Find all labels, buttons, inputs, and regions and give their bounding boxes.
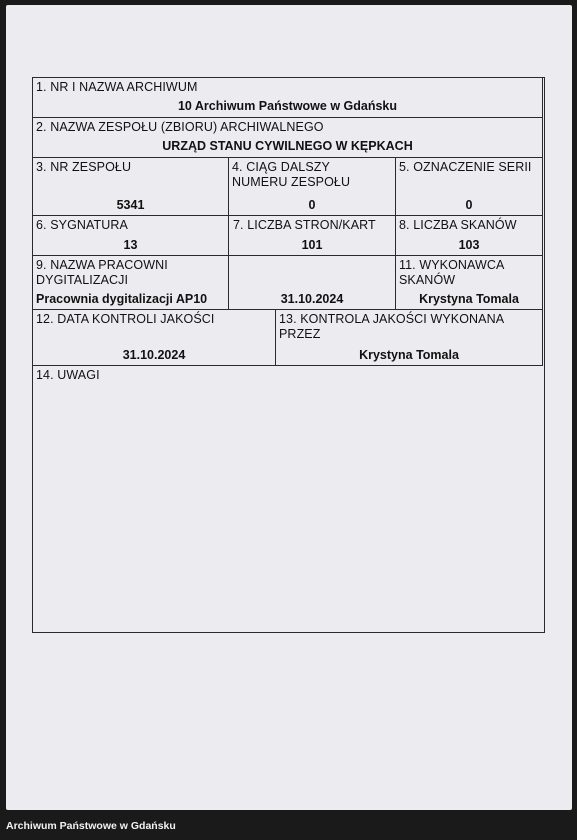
field-series-value: 0 [465, 198, 473, 212]
field-qc-performer-value: Krystyna Tomala [359, 348, 459, 362]
field-collection-number [33, 158, 229, 216]
field-signature [33, 216, 229, 256]
archive-footer: Archiwum Państwowe w Gdańsku [6, 820, 176, 832]
field-collection-name-label: 2. NAZWA ZESPOŁU (ZBIORU) ARCHIWALNEGO [36, 120, 324, 134]
field-scan-count [396, 216, 543, 256]
field-collection-continuation [229, 158, 396, 216]
field-collection-number-label: 3. NR ZESPOŁU [36, 160, 132, 174]
field-qc-date-value: 31.10.2024 [122, 348, 186, 362]
field-collection-continuation-label-1: 4. CIĄG DALSZY [232, 160, 330, 174]
field-digitization-date [229, 256, 396, 310]
field-signature-label: 6. SYGNATURA [36, 218, 128, 232]
field-digitization-lab-label [36, 258, 168, 288]
field-archive-value: 10 Archiwum Państwowe w Gdańsku [177, 99, 398, 113]
field-qc-performer [276, 310, 543, 366]
field-digitization-lab-value: Pracownia dygitalizacji AP10 [36, 292, 208, 306]
field-qc-performer-label-1: 13. KONTROLA JAKOŚCI WYKONANA [279, 312, 505, 326]
field-series [396, 158, 543, 216]
field-scan-operator-label-2: SKANÓW [399, 273, 456, 287]
field-scan-operator-label [399, 258, 504, 288]
field-scan-count-value: 103 [458, 238, 480, 252]
field-qc-performer-label [279, 312, 504, 342]
field-collection-name [33, 118, 543, 158]
field-scan-count-label: 8. LICZBA SKANÓW [399, 218, 517, 232]
field-collection-continuation-label [232, 160, 350, 190]
field-digitization-lab [33, 256, 229, 310]
field-scan-operator-value: Krystyna Tomala [419, 292, 519, 306]
field-qc-date [33, 310, 276, 366]
field-remarks-label: 14. UWAGI [36, 368, 100, 382]
metadata-form [32, 77, 545, 633]
field-scan-operator [396, 256, 543, 310]
field-page-count-value: 101 [301, 238, 323, 252]
field-collection-continuation-label-2: NUMERU ZESPOŁU [232, 175, 351, 189]
field-qc-performer-label-2: PRZEZ [279, 327, 321, 341]
field-qc-date-label: 12. DATA KONTROLI JAKOŚCI [36, 312, 215, 326]
document-page [6, 5, 572, 810]
field-page-count-label: 7. LICZBA STRON/KART [233, 218, 376, 232]
field-scan-operator-label-1: 11. WYKONAWCA [399, 258, 505, 272]
field-collection-number-value: 5341 [116, 198, 145, 212]
field-page-count [229, 216, 396, 256]
field-archive-label: 1. NR I NAZWA ARCHIWUM [36, 80, 198, 94]
field-collection-continuation-value: 0 [308, 198, 316, 212]
field-signature-value: 13 [123, 238, 138, 252]
field-remarks [33, 366, 543, 631]
field-series-label: 5. OZNACZENIE SERII [399, 160, 532, 174]
field-collection-name-value: URZĄD STANU CYWILNEGO W KĘPKACH [162, 139, 413, 153]
field-digitization-date-value: 31.10.2024 [280, 292, 344, 306]
field-digitization-lab-label-1: 9. NAZWA PRACOWNI [36, 258, 168, 272]
field-archive [33, 78, 543, 118]
field-digitization-lab-label-2: DYGITALIZACJI [36, 273, 129, 287]
